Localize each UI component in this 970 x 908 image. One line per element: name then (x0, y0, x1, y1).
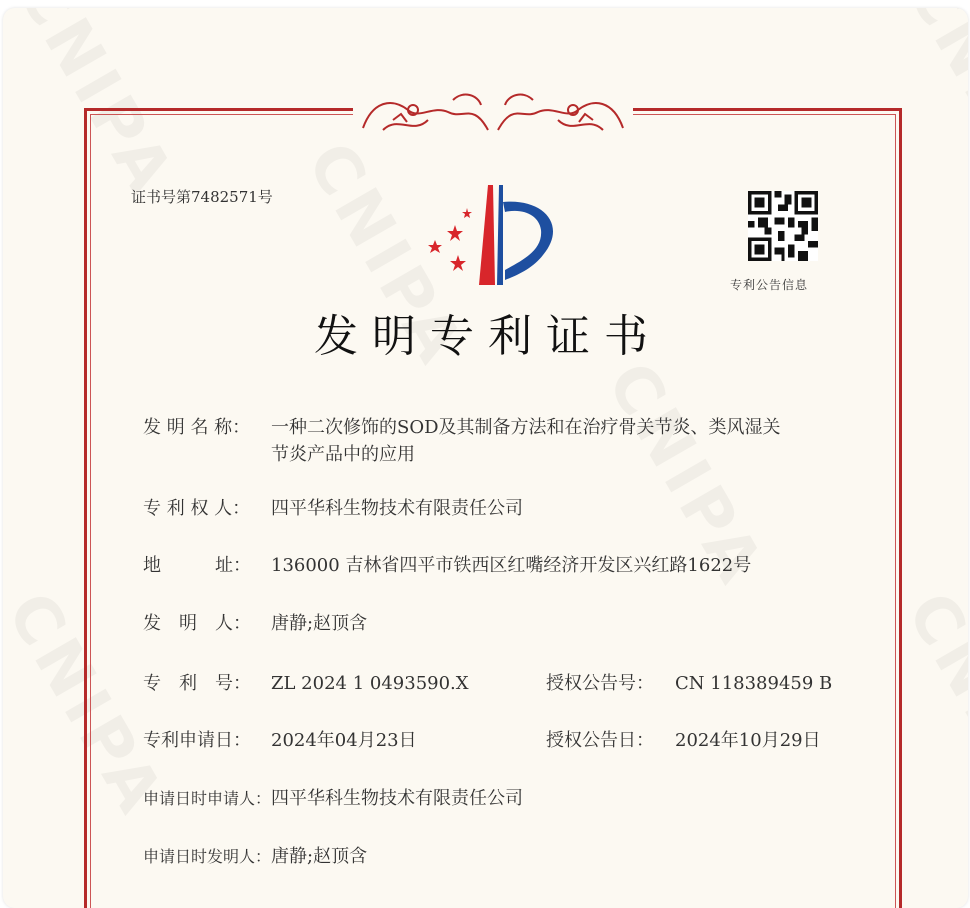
field-label: 专 利 权 人： (143, 498, 251, 519)
field-label: 授权公告号： (546, 673, 654, 694)
field-label: 申请日时申请人： (143, 789, 272, 808)
field-label: 专利申请日： (143, 730, 251, 751)
field-value: 四平华科生物技术有限责任公司 (271, 498, 523, 519)
field-label: 地 址： (143, 555, 251, 576)
field-label: 专 利 号： (143, 673, 251, 694)
watermark (892, 8, 968, 210)
field-label: 发 明 人： (143, 613, 251, 634)
page-title: 发明专利证书 (314, 311, 662, 362)
field-value: CN 118389459 B (675, 673, 833, 694)
field-value: 唐静;赵顶含 (271, 846, 368, 867)
field-value: 136000 吉林省四平市铁西区红嘴经济开发区兴红路1622号 (271, 555, 752, 576)
qr-code-icon[interactable] (748, 191, 818, 261)
field-value: 2024年10月29日 (675, 730, 821, 751)
field-value: 2024年04月23日 (271, 730, 417, 751)
field-label: 申请日时发明人： (143, 847, 272, 866)
field-value: ZL 2024 1 0493590.X (271, 673, 469, 694)
cnipa-logo-icon (423, 180, 573, 290)
watermark (892, 580, 968, 829)
dragon-ornament-icon (353, 90, 633, 140)
field-value: 一种二次修饰的SOD及其制备方法和在治疗骨关节炎、类风湿关节炎产品中的应用 (271, 417, 781, 465)
field-label: 授权公告日： (546, 730, 654, 751)
field-value: 四平华科生物技术有限责任公司 (271, 788, 523, 809)
field-label: 发 明 名 称： (143, 417, 251, 438)
qr-caption: 专利公告信息 (730, 278, 809, 292)
certificate (3, 8, 968, 908)
field-value: 唐静;赵顶含 (271, 613, 368, 634)
certificate-number: 证书号第7482571号 (131, 188, 273, 206)
